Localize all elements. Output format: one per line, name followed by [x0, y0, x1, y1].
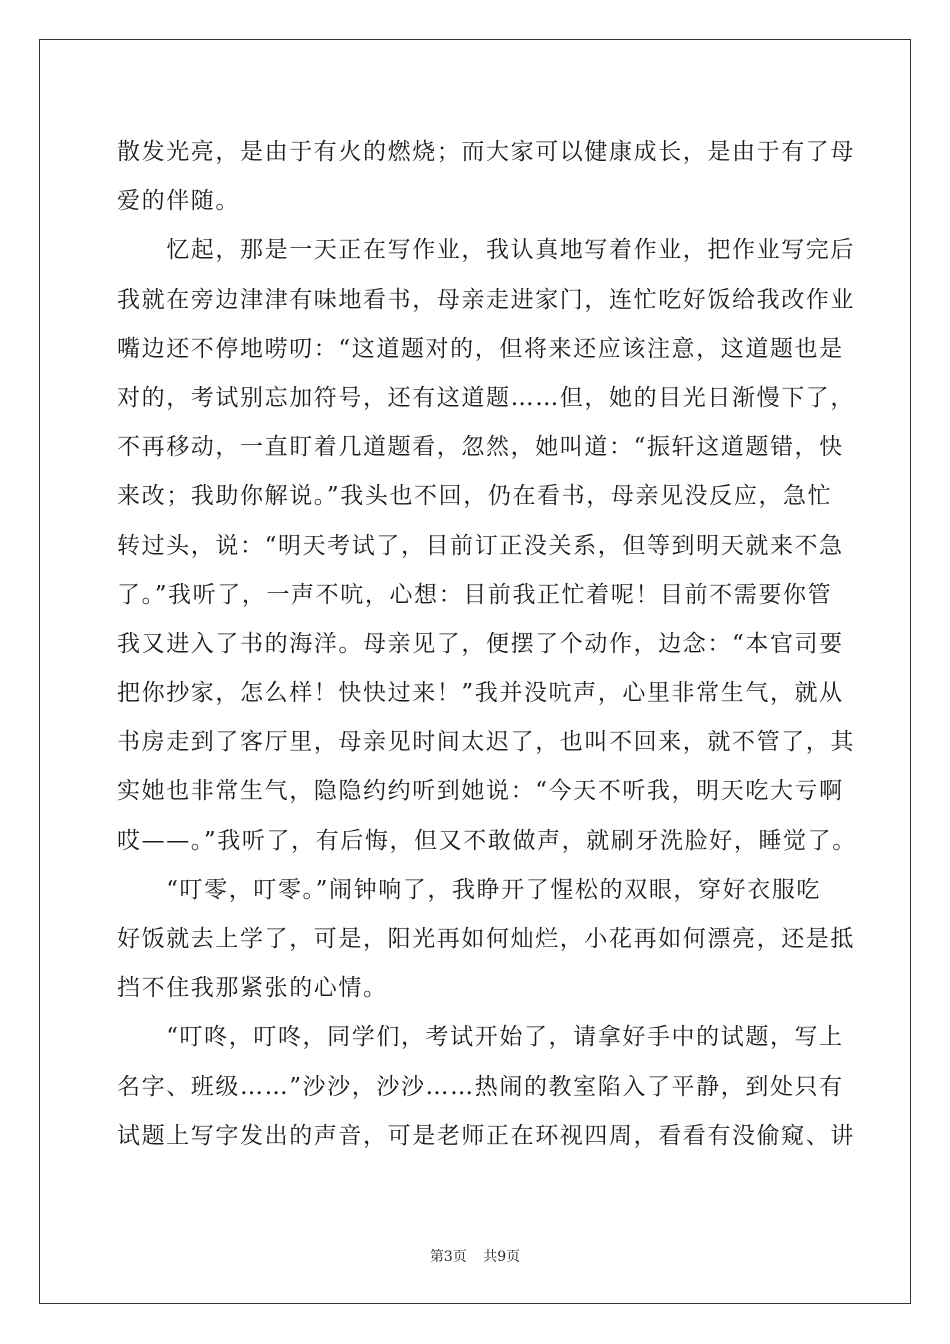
text-line: 不再移动，一直盯着几道题看，忽然，她叫道：“振轩这道题错，快	[117, 434, 844, 461]
document-body	[117, 128, 857, 1161]
page-total: 共9页	[483, 1249, 521, 1265]
text-line: “叮零，叮零。”闹钟响了，我睁开了惺松的双眼，穿好衣服吃	[117, 876, 822, 903]
text-line: 转过头，说：“明天考试了，目前订正没关系，但等到明天就来不急	[117, 532, 844, 559]
page-number: 第3页	[429, 1249, 467, 1265]
text-line: 忆起，那是一天正在写作业，我认真地写着作业，把作业写完后	[117, 237, 855, 264]
text-line: 散发光亮，是由于有火的燃烧；而大家可以健康成长，是由于有了母	[117, 139, 855, 165]
text-line: 挡不住我那紧张的心情。	[117, 975, 388, 1002]
text-line: 试题上写字发出的声音，可是老师正在环视四周，看看有没偷窥、讲	[117, 1122, 855, 1149]
text-line: 对的，考试别忘加符号，还有这道题……但，她的目光日渐慢下了，	[117, 384, 855, 411]
text-line: 名字、班级……”沙沙，沙沙……热闹的教室陷入了平静，到处只有	[117, 1073, 844, 1100]
text-line: 实她也非常生气，隐隐约约听到她说：“今天不听我，明天吃大亏啊	[117, 778, 844, 805]
text-line: 书房走到了客厅里，母亲见时间太迟了，也叫不回来，就不管了，其	[117, 729, 855, 756]
text-line: 我又进入了书的海洋。母亲见了，便摆了个动作，边念：“本官司要	[117, 630, 844, 657]
text-line: “叮咚，叮咚，同学们，考试开始了，请拿好手中的试题，写上	[117, 1024, 844, 1051]
text-line: 爱的伴随。	[117, 188, 240, 215]
text-line: 我就在旁边津津有味地看书，母亲走进家门，连忙吃好饭给我改作业	[117, 286, 855, 313]
text-line: 哎——。”我听了，有后悔，但又不敢做声，就刷牙洗脸好，睡觉了。	[117, 827, 857, 854]
text-line: 把你抄家，怎么样！快快过来！”我并没吭声，心里非常生气，就从	[117, 680, 844, 707]
text-line: 嘴边还不停地唠叨：“这道题对的，但将来还应该注意，这道题也是	[117, 335, 844, 362]
text-line: 好饭就去上学了，可是，阳光再如何灿烂，小花再如何漂亮，还是抵	[117, 926, 855, 952]
page-footer	[0, 1246, 950, 1266]
text-line: 了。”我听了，一声不吭，心想：目前我正忙着呢！目前不需要你管	[117, 581, 833, 608]
text-line: 来改；我助你解说。”我头也不回，仍在看书，母亲见没反应，急忙	[117, 483, 833, 510]
